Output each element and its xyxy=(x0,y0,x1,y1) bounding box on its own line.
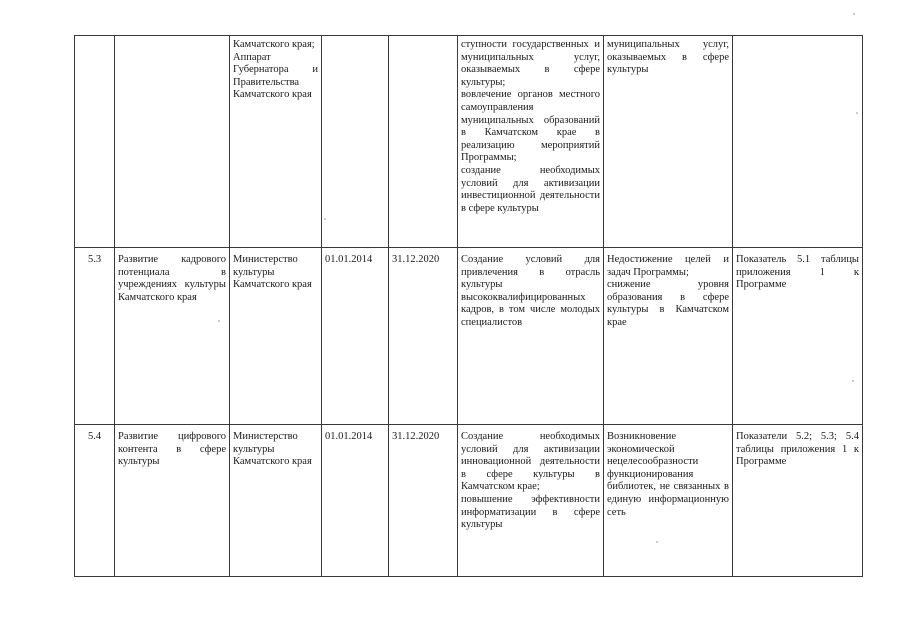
executor-text: Министерство культуры Камчатского края xyxy=(233,254,312,291)
measures-table xyxy=(74,35,863,577)
table-row xyxy=(75,36,863,248)
scan-speck xyxy=(218,320,220,322)
measure-name: Развитие кадрового потенциала в учреждениях культуры Камчатского края xyxy=(115,248,230,425)
result-text: Создание необходимых условий для активизации инновационной деятельности в сфере культуры в Камчатском крае; повышение эффективности информатизации в сфере культуры xyxy=(461,431,600,531)
measure-name: Развитие цифрового контента в сфере культуры xyxy=(115,425,230,577)
executor-text: Камчатского края; Аппарат Губернатора и Правительства Камчатского края xyxy=(233,39,318,101)
consequences-text: Возникновение экономической нецелесообразности функционирования библиотек, не связанных в единую информационную сеть xyxy=(607,431,729,518)
indicator-link xyxy=(733,36,863,248)
row-number: 5.4 xyxy=(75,425,115,577)
non-implementation-consequences xyxy=(604,36,733,248)
non-implementation-consequences xyxy=(604,425,733,577)
scan-speck xyxy=(656,541,658,543)
row-number: 5.3 xyxy=(75,248,115,425)
executor-text: Министерство культуры Камчатского края xyxy=(233,431,312,468)
expected-result xyxy=(458,36,604,248)
end-date: 31.12.2020 xyxy=(389,248,458,425)
start-date: 01.01.2014 xyxy=(322,248,389,425)
scan-speck xyxy=(856,112,858,114)
table-row xyxy=(75,425,863,577)
scan-speck xyxy=(324,218,326,220)
measure-executor xyxy=(230,36,322,248)
measure-executor xyxy=(230,248,322,425)
indicator-link: Показатель 5.1 таблицы приложения 1 к Программе xyxy=(733,248,863,425)
start-date: 01.01.2014 xyxy=(322,425,389,577)
scan-speck xyxy=(852,380,854,382)
expected-result xyxy=(458,248,604,425)
measure-name xyxy=(115,36,230,248)
result-text: Создание условий для привлечения в отрасль культуры высококвалифицированных кадров, в том числе молодых специалистов xyxy=(461,254,600,328)
end-date: 31.12.2020 xyxy=(389,425,458,577)
consequences-text: Недостижение целей и задач Программы; снижение уровня образования в сфере культуры в Камчатском крае xyxy=(607,254,729,328)
measure-executor xyxy=(230,425,322,577)
table-row xyxy=(75,248,863,425)
scan-speck xyxy=(853,13,855,15)
non-implementation-consequences xyxy=(604,248,733,425)
row-number xyxy=(75,36,115,248)
indicator-link: Показатели 5.2; 5.3; 5.4 таблицы приложения 1 к Программе xyxy=(733,425,863,577)
start-date xyxy=(322,36,389,248)
consequences-text: муниципальных услуг, оказываемых в сфере культуры xyxy=(607,39,729,76)
result-text: ступности государственных и муниципальных услуг, оказываемых в сфере культуры; вовлечение органов местного самоуправления муниципальных образований в Камчатском крае в реализацию мероприятий Программы; создание необходимых условий для активизации инвестиционной деятельности в сфере культуры xyxy=(461,39,600,214)
end-date xyxy=(389,36,458,248)
expected-result xyxy=(458,425,604,577)
